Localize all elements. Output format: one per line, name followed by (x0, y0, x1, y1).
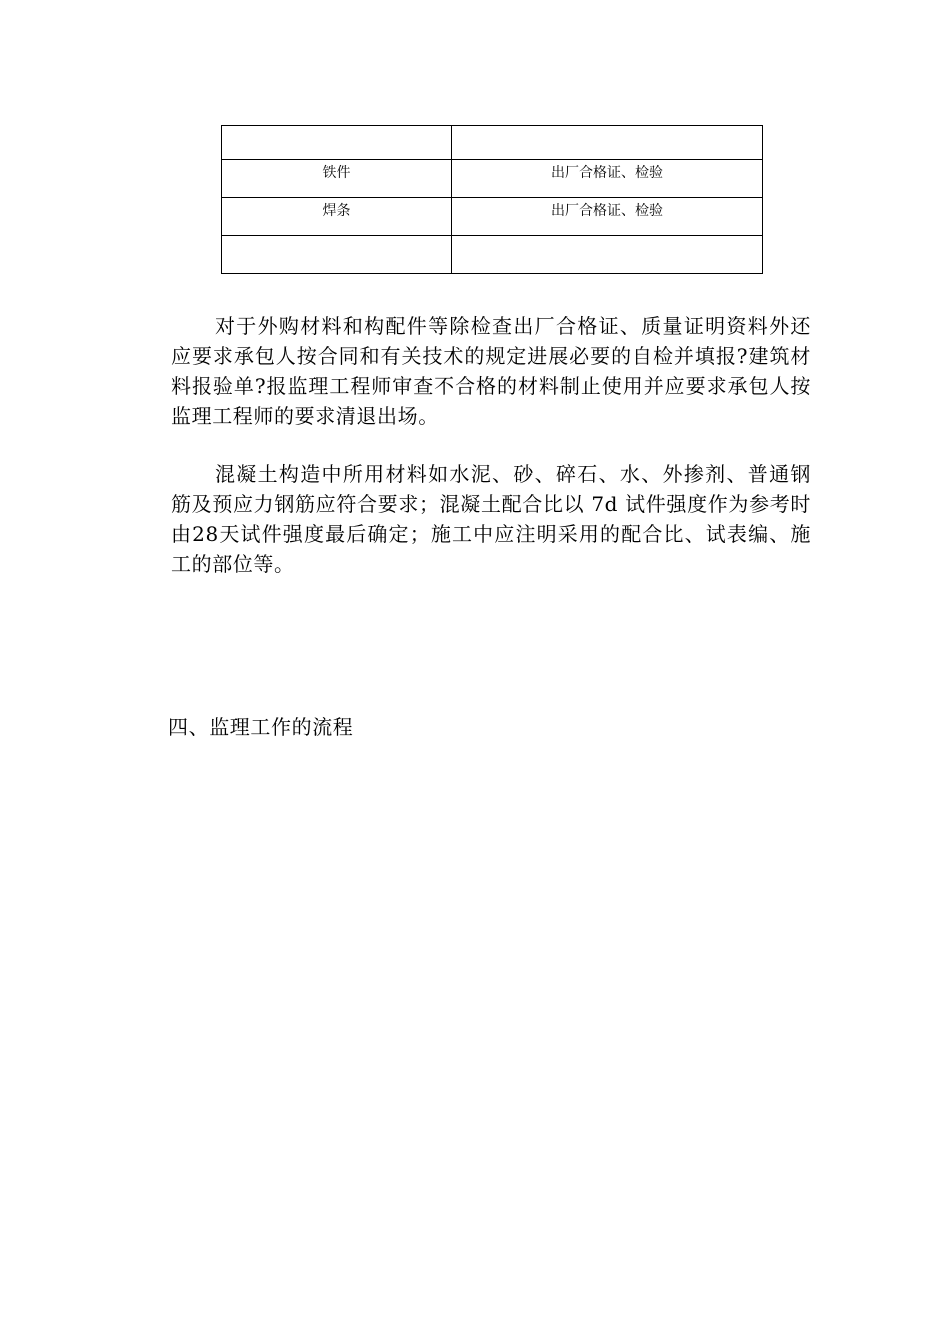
table-cell-requirement: 出厂合格证、检验 (452, 160, 763, 198)
table-cell-material (222, 126, 452, 160)
table-row (222, 198, 763, 236)
table-cell-requirement (452, 126, 763, 160)
materials-table (221, 125, 763, 274)
paragraph-concrete-materials: 混凝土构造中所用材料如水泥、砂、碎石、水、外掺剂、普通钢筋及预应力钢筋应符合要求；混凝土配合比以 7d 试件强度作为参考时由28天试件强度最后确定；施工中应注明采用的配合比、试表编、施工的部位等。 (171, 462, 811, 576)
section-heading: 四、监理工作的流程 (168, 715, 354, 739)
table-row (222, 236, 763, 274)
table-cell-material (222, 236, 452, 274)
table-cell-material: 铁件 (222, 160, 452, 198)
paragraph-purchased-materials: 对于外购材料和构配件等除检查出厂合格证、质量证明资料外还应要求承包人按合同和有关技术的规定进展必要的自检并填报?建筑材料报验单?报监理工程师审查不合格的材料制止使用并应要求承包人按监理工程师的要求清退出场。 (171, 314, 811, 428)
table-cell-requirement (452, 236, 763, 274)
table-cell-material: 焊条 (222, 198, 452, 236)
table-row (222, 126, 763, 160)
table-row (222, 160, 763, 198)
table-cell-requirement: 出厂合格证、检验 (452, 198, 763, 236)
